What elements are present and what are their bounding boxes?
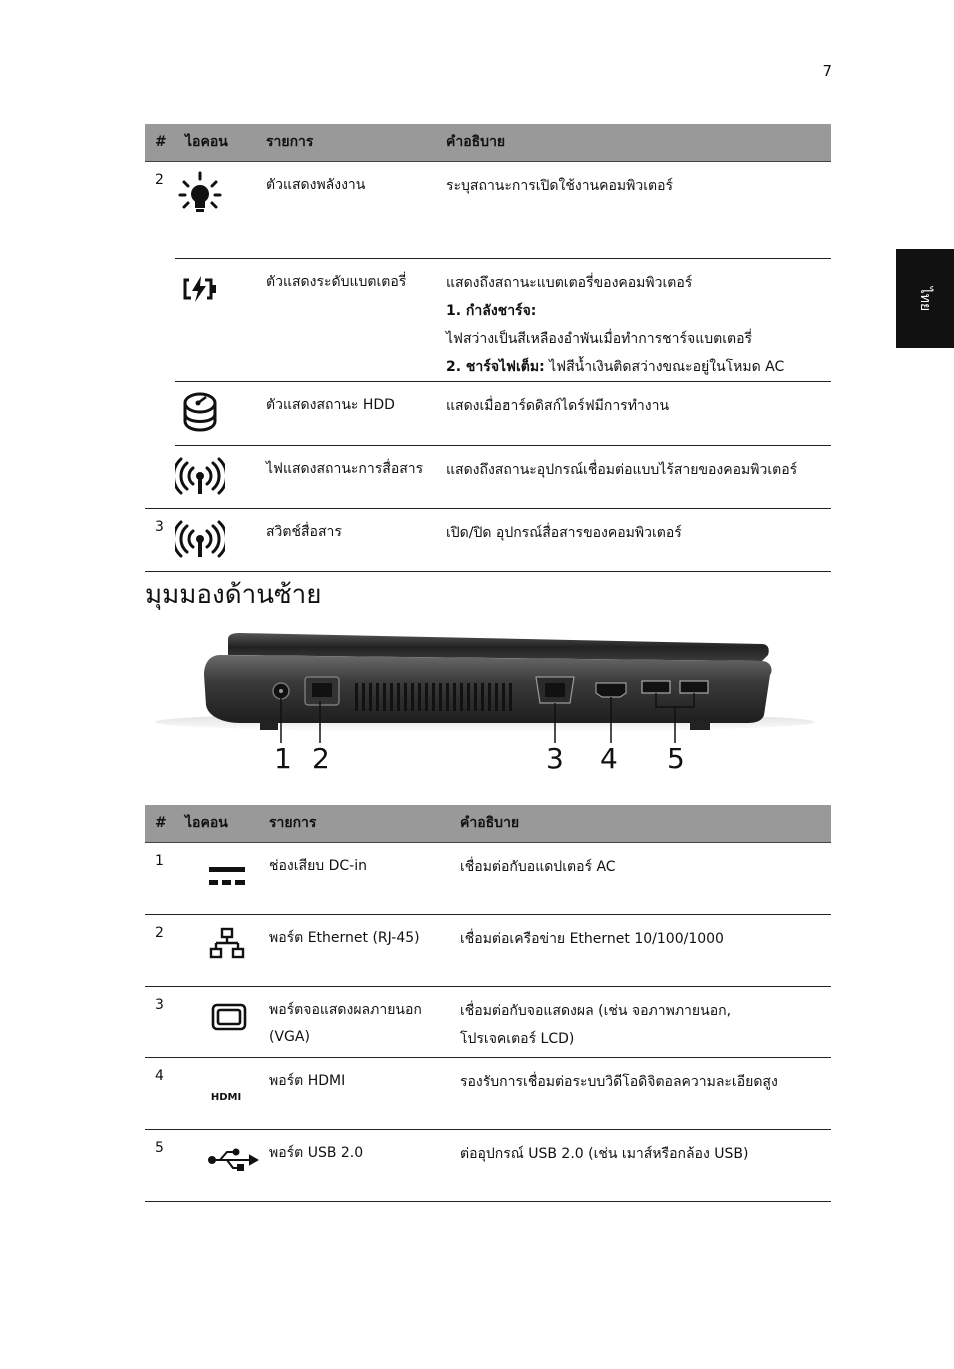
- row-description: [450, 1057, 831, 1129]
- callout-1: 1: [274, 742, 292, 775]
- callout-2: 2: [312, 742, 330, 775]
- icon-cell: [175, 914, 259, 986]
- row-number: 2: [145, 914, 175, 986]
- row-number: 3: [145, 508, 175, 571]
- icon-cell: [175, 1129, 259, 1201]
- row-number: [145, 381, 175, 445]
- icon-cell: [175, 986, 259, 1057]
- table-header-row: [145, 124, 831, 161]
- description-line: แสดงถึงสถานะแบตเตอรี่ของคอมพิวเตอร์: [446, 274, 693, 291]
- row-description: [450, 842, 831, 914]
- header-icon: ไอคอน: [175, 805, 259, 842]
- row-number: 2: [155, 171, 164, 188]
- usb-icon: [175, 1138, 259, 1178]
- description-line: ต่ออุปกรณ์ USB 2.0 (เช่น เมาส์หรือกล้อง USB): [460, 1145, 749, 1162]
- row-description: [436, 445, 831, 508]
- table-row: [145, 161, 831, 258]
- icon-cell: [175, 842, 259, 914]
- section-title: มุมมองด้านซ้าย: [145, 580, 322, 610]
- header-description: คำอธิบาย: [436, 124, 831, 161]
- row-item: ตัวแสดงสถานะ HDD: [256, 381, 436, 445]
- description-line: [446, 353, 831, 381]
- description-line: เชื่อมต่อเครือข่าย Ethernet 10/100/1000: [460, 930, 724, 947]
- row-number: [145, 445, 175, 508]
- wireless-icon: [175, 517, 225, 561]
- row-number: 4: [145, 1057, 175, 1129]
- ethernet-icon: [175, 923, 259, 963]
- description-line: เปิด/ปิด อุปกรณ์สื่อสารของคอมพิวเตอร์: [446, 524, 682, 541]
- description-line: [446, 297, 831, 325]
- icon-cell: [175, 508, 256, 571]
- icon-cell: [175, 258, 256, 381]
- description-line: ระบุสถานะการเปิดใช้งานคอมพิวเตอร์: [446, 177, 674, 194]
- row-description: [450, 914, 831, 986]
- row-number: 1: [145, 842, 175, 914]
- table-row: [145, 445, 831, 508]
- header-item: รายการ: [259, 805, 450, 842]
- header-number: #: [145, 805, 175, 842]
- bullet-text: ไฟสีน้ำเงินติดสว่างขณะอยู่ในโหมด AC: [544, 358, 785, 375]
- icon-cell: [175, 161, 256, 258]
- ports-table: [145, 805, 831, 1202]
- icon-cell: [175, 445, 256, 508]
- header-item: รายการ: [256, 124, 436, 161]
- row-item: พอร์ต HDMI: [259, 1057, 450, 1129]
- table-row: [145, 508, 831, 571]
- indicators-table: [145, 124, 831, 572]
- row-description: [436, 161, 831, 258]
- description-line: รองรับการเชื่อมต่อระบบวิดีโอดิจิตอลความละเอียดสูง: [460, 1073, 778, 1090]
- wireless-icon: [175, 454, 225, 498]
- callout-3: 3: [546, 742, 564, 775]
- row-description: [436, 258, 831, 381]
- vga-icon: [175, 995, 259, 1035]
- row-item: ตัวแสดงระดับแบตเตอรี่: [256, 258, 436, 381]
- language-tab-label: ไทย: [917, 286, 933, 311]
- hdd-icon: [175, 390, 225, 434]
- row-item: พอร์ต Ethernet (RJ-45): [259, 914, 450, 986]
- row-item: [259, 986, 450, 1057]
- laptop-left-side-illustration: [150, 625, 820, 785]
- table-row: [145, 986, 831, 1057]
- row-description: [436, 381, 831, 445]
- table-row: [145, 914, 831, 986]
- description-line: แสดงเมื่อฮาร์ดดิสก์ไดร์ฟมีการทำงาน: [446, 397, 670, 414]
- header-icon: ไอคอน: [175, 124, 256, 161]
- description-line: เชื่อมต่อกับจอแสดงผล (เช่น จอภาพภายนอก,: [460, 1002, 732, 1019]
- row-number: [145, 258, 175, 381]
- row-number: 5: [145, 1129, 175, 1201]
- bullet-label: 1. กำลังชาร์จ:: [446, 302, 537, 319]
- table-row: [145, 1129, 831, 1201]
- header-number: #: [145, 124, 175, 161]
- row-description: [450, 986, 831, 1057]
- icon-cell: [175, 381, 256, 445]
- row-description: [450, 1129, 831, 1201]
- table-row: [145, 381, 831, 445]
- table-row: [145, 258, 831, 381]
- table-header-row: [145, 805, 831, 842]
- row-item: ตัวแสดงพลังงาน: [256, 161, 436, 258]
- callout-4: 4: [600, 742, 618, 775]
- icon-cell: [175, 1057, 259, 1129]
- page-number: 7: [822, 62, 832, 80]
- description-line: แสดงถึงสถานะอุปกรณ์เชื่อมต่อแบบไร้สายของคอมพิวเตอร์: [446, 461, 798, 478]
- table-row: [145, 842, 831, 914]
- row-description: [436, 508, 831, 571]
- hdmi-icon: [175, 1066, 259, 1106]
- battery-charging-icon: [175, 267, 225, 309]
- item-line: (VGA): [269, 1028, 310, 1045]
- row-item: ช่องเสียบ DC-in: [259, 842, 450, 914]
- bullet-label: 2. ชาร์จไฟเต็ม:: [446, 358, 545, 375]
- row-item: ไฟแสดงสถานะการสื่อสาร: [256, 445, 436, 508]
- dc-in-icon: [175, 851, 259, 891]
- row-number: 3: [145, 986, 175, 1057]
- header-description: คำอธิบาย: [450, 805, 831, 842]
- description-line: เชื่อมต่อกับอแดปเตอร์ AC: [460, 858, 616, 875]
- item-line: พอร์ตจอแสดงผลภายนอก: [269, 1001, 422, 1018]
- description-line: โปรเจคเตอร์ LCD): [460, 1030, 575, 1047]
- description-line: ไฟสว่างเป็นสีเหลืองอำพันเมื่อทำการชาร์จแบตเตอรี่: [446, 330, 753, 347]
- callout-5: 5: [667, 742, 685, 775]
- power-indicator-icon: [175, 170, 225, 216]
- row-item: พอร์ต USB 2.0: [259, 1129, 450, 1201]
- hdmi-icon-label: HDMI: [210, 1091, 242, 1103]
- table-row: [145, 1057, 831, 1129]
- language-tab: [896, 249, 954, 348]
- row-item: สวิตช์สื่อสาร: [256, 508, 436, 571]
